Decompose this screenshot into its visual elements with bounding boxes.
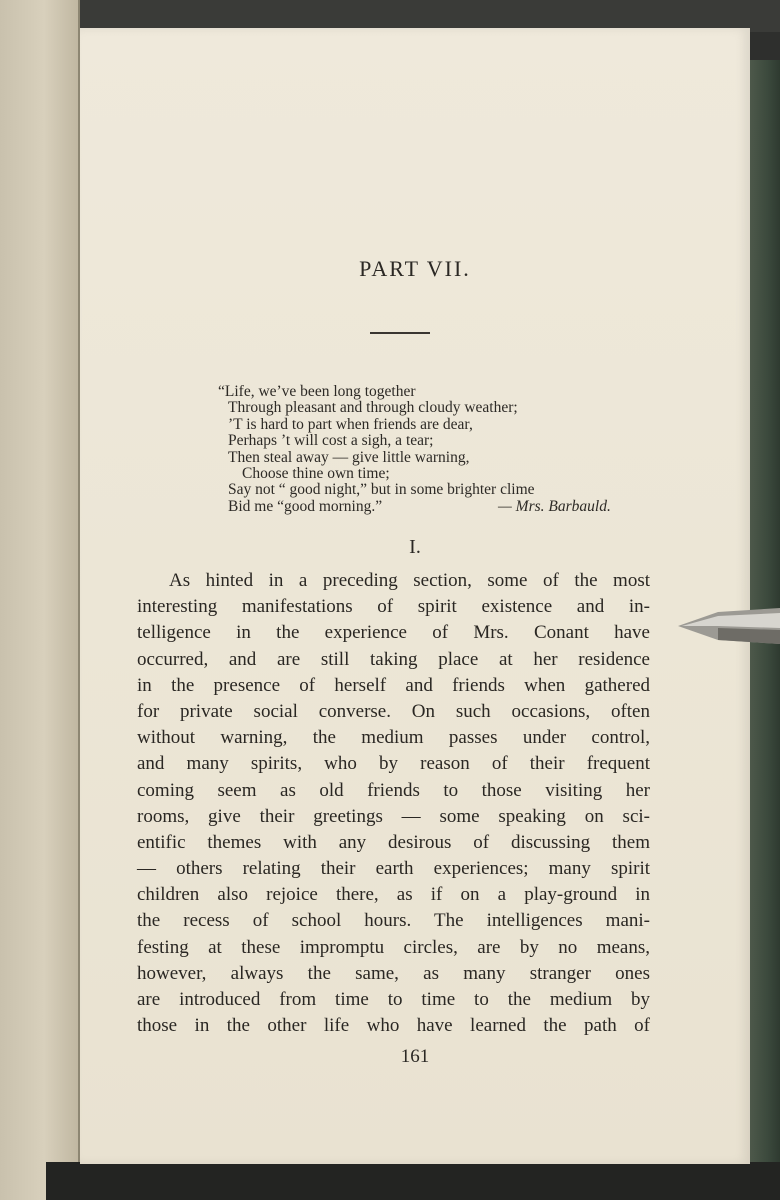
book-page xyxy=(80,28,750,1164)
epigraph-line: Then steal away — give little warning, xyxy=(228,448,470,466)
epigraph-line: “Life, we’ve been long together xyxy=(218,383,416,400)
metal-pointer-icon xyxy=(678,604,780,648)
epigraph xyxy=(218,384,638,515)
body-line: and many spirits, who by reason of their frequent xyxy=(137,753,650,775)
body-line: festing at these impromptu circles, are by no means, xyxy=(137,936,650,958)
body-line: rooms, give their greetings — some speaking on sci- xyxy=(137,805,650,827)
body-line: for private social converse. On such occasions, often xyxy=(137,700,650,722)
facing-page-edge xyxy=(0,0,80,1200)
body-line: however, always the same, as many stranger ones xyxy=(137,962,650,984)
epigraph-attribution: — Mrs. Barbauld. xyxy=(498,497,611,515)
background-bottom xyxy=(46,1162,780,1200)
epigraph-line: Perhaps ’t will cost a sigh, a tear; xyxy=(228,432,434,450)
body-line: As hinted in a preceding section, some of the most xyxy=(169,570,650,591)
body-line: occurred, and are still taking place at her residence xyxy=(137,648,650,670)
body-line: telligence in the experience of Mrs. Conant have xyxy=(137,622,650,644)
epigraph-line: Say not “ good night,” but in some brighter clime xyxy=(228,481,535,499)
body-line: in the presence of herself and friends when gathered xyxy=(137,674,650,696)
part-title: PART VII. xyxy=(359,256,471,281)
page-number: 161 xyxy=(400,1046,430,1067)
body-line: without warning, the medium passes under control, xyxy=(137,727,650,749)
epigraph-last-line-text: Bid me “good morning.” xyxy=(228,497,383,515)
epigraph-line: Through pleasant and through cloudy weather; xyxy=(228,399,518,417)
body-line: — others relating their earth experiences; many spirit xyxy=(137,858,650,880)
body-line: those in the other life who have learned the path of xyxy=(137,1015,650,1037)
epigraph-line: Choose thine own time; xyxy=(242,465,390,483)
title-rule xyxy=(370,332,430,334)
body-paragraph xyxy=(137,568,650,1039)
body-line: the recess of school hours. The intelligences mani- xyxy=(137,910,650,932)
body-line: coming seem as old friends to those visiting her xyxy=(137,779,650,801)
body-line: entific themes with any desirous of discussing them xyxy=(137,831,650,853)
body-line: interesting manifestations of spirit existence and in- xyxy=(137,596,650,618)
body-line: children also rejoice there, as if on a play-ground in xyxy=(137,884,650,906)
epigraph-line: ’T is hard to part when friends are dear, xyxy=(228,415,473,433)
section-number: I. xyxy=(409,536,421,558)
body-line: are introduced from time to time to the medium by xyxy=(137,989,650,1010)
epigraph-line xyxy=(228,499,638,515)
